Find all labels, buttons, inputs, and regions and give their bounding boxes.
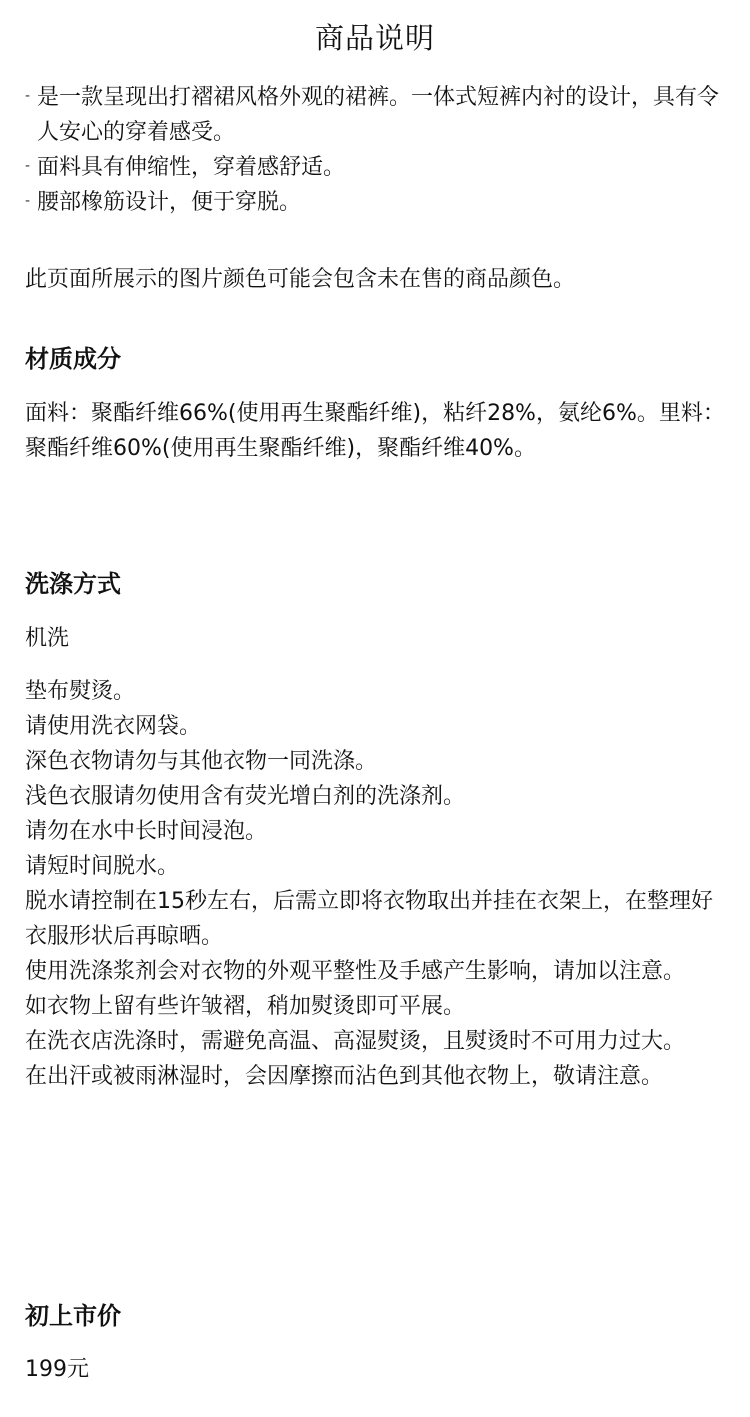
page-title: 商品说明	[314, 21, 435, 55]
description-bullet-item: - 腰部橡筋设计，便于穿脱。	[25, 185, 725, 220]
washing-instruction-line: 脱水请控制在15秒左右，后需立即将衣物取出并挂在衣架上，在整理好衣服形状后再晾晒。	[25, 889, 713, 949]
color-disclaimer: 此页面所展示的图片颜色可能会包含未在售的商品颜色。	[25, 267, 576, 292]
description-bullet-item: - 面料具有伸缩性，穿着感舒适。	[25, 150, 725, 185]
washing-instructions	[25, 674, 725, 1094]
washing-method: 机洗	[25, 626, 70, 651]
washing-instruction-line: 请勿在水中长时间浸泡。	[25, 819, 268, 844]
washing-instruction-line: 使用洗涤浆剂会对衣物的外观平整性及手感产生影响，请加以注意。	[25, 959, 686, 984]
washing-instruction-line: 请使用洗衣网袋。	[25, 714, 202, 739]
washing-instruction-line: 在出汗或被雨淋湿时，会因摩擦而沾色到其他衣物上，敬请注意。	[25, 1064, 664, 1089]
material-text: 面料：聚酯纤维66%(使用再生聚酯纤维)，粘纤28%，氨纶6%。里料：聚酯纤维60%(使用再生聚酯纤维)，聚酯纤维40%。	[25, 401, 725, 461]
description-bullet-list	[25, 80, 725, 220]
description-bullet-item: - 是一款呈现出打褶裙风格外观的裙裤。一体式短裤内衬的设计，具有令人安心的穿着感受。	[25, 80, 725, 150]
washing-heading: 洗涤方式	[25, 570, 121, 598]
material-heading: 材质成分	[25, 345, 121, 373]
washing-instruction-line: 深色衣物请勿与其他衣物一同洗涤。	[25, 749, 378, 774]
washing-instruction-line: 请短时间脱水。	[25, 854, 180, 879]
washing-instruction-line: 在洗衣店洗涤时，需避免高温、高湿熨烫，且熨烫时不可用力过大。	[25, 1029, 686, 1054]
washing-instruction-line: 如衣物上留有些许皱褶，稍加熨烫即可平展。	[25, 994, 466, 1019]
price-heading: 初上市价	[25, 1302, 121, 1330]
washing-instruction-line: 浅色衣服请勿使用含有荧光增白剂的洗涤剂。	[25, 784, 466, 809]
price-value: 199元	[25, 1357, 89, 1382]
washing-instruction-line: 垫布熨烫。	[25, 679, 136, 704]
